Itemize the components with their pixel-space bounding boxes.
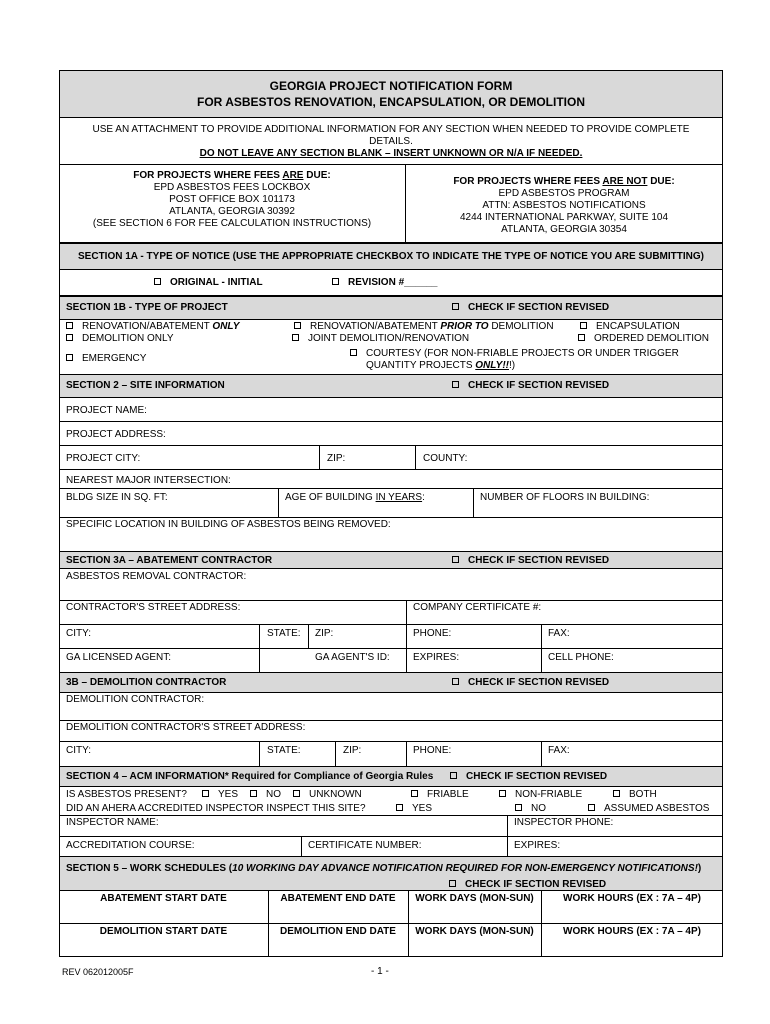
checkbox[interactable] bbox=[515, 804, 522, 811]
abatement-contractor-label: ASBESTOS REMOVAL CONTRACTOR: bbox=[66, 571, 247, 582]
revision-option[interactable]: REVISION #______ bbox=[332, 277, 438, 289]
bldg-age-label: AGE OF BUILDING IN YEARS: bbox=[285, 492, 425, 503]
fees-due-line: ATLANTA, GEORGIA 30392 bbox=[169, 206, 295, 217]
checkbox[interactable] bbox=[332, 278, 339, 285]
accreditation-course-label: ACCREDITATION COURSE: bbox=[66, 840, 195, 851]
section-1b-title: SECTION 1B - TYPE OF PROJECT bbox=[66, 302, 228, 313]
checkbox[interactable] bbox=[294, 322, 301, 329]
intersection-label: NEAREST MAJOR INTERSECTION: bbox=[66, 475, 231, 486]
section-4-revised[interactable]: CHECK IF SECTION REVISED bbox=[450, 771, 607, 783]
intro-line: USE AN ATTACHMENT TO PROVIDE ADDITIONAL INFORMATION FOR ANY SECTION WHEN NEEDED TO PROVIDE COMPLETE bbox=[92, 124, 690, 135]
fees-not-due-line: ATLANTA, GEORGIA 30354 bbox=[501, 224, 627, 235]
section-5-revised[interactable]: CHECK IF SECTION REVISED bbox=[449, 879, 606, 891]
demolition-only-option[interactable]: DEMOLITION ONLY bbox=[66, 333, 174, 345]
project-name-label: PROJECT NAME: bbox=[66, 405, 147, 416]
section-1b-revised[interactable]: CHECK IF SECTION REVISED bbox=[452, 302, 609, 314]
checkbox[interactable] bbox=[452, 678, 459, 685]
asbestos-present-label: IS ASBESTOS PRESENT? bbox=[66, 789, 187, 800]
contractor-zip-label: ZIP: bbox=[315, 628, 334, 639]
ahera-label: DID AN AHERA ACCREDITED INSPECTOR INSPECT THIS SITE? bbox=[66, 803, 366, 814]
ordered-demolition-option[interactable]: ORDERED DEMOLITION bbox=[578, 333, 709, 345]
intro-line: DETAILS. bbox=[369, 136, 413, 147]
checkbox[interactable] bbox=[250, 790, 257, 797]
demolition-phone-label: PHONE: bbox=[413, 745, 452, 756]
original-initial-option[interactable]: ORIGINAL - INITIAL bbox=[154, 277, 263, 289]
fees-due-heading: FOR PROJECTS WHERE FEES ARE DUE: bbox=[133, 170, 331, 181]
certificate-number-label: CERTIFICATE NUMBER: bbox=[308, 840, 422, 851]
demolition-zip-label: ZIP: bbox=[343, 745, 362, 756]
fees-due-line: POST OFFICE BOX 101173 bbox=[169, 194, 295, 205]
fees-due-line: EPD ASBESTOS FEES LOCKBOX bbox=[153, 182, 311, 193]
company-cert-label: COMPANY CERTIFICATE #: bbox=[413, 602, 542, 613]
courtesy-option-line2: QUANTITY PROJECTS ONLY!!!) bbox=[366, 360, 516, 371]
section-2-revised[interactable]: CHECK IF SECTION REVISED bbox=[452, 380, 609, 392]
checkbox[interactable] bbox=[350, 349, 357, 356]
work-hours-label: WORK HOURS (EX : 7A – 4P) bbox=[563, 893, 701, 904]
contractor-city-label: CITY: bbox=[66, 628, 92, 639]
page-number: - 1 - bbox=[371, 966, 389, 977]
demolition-city-row bbox=[59, 741, 723, 767]
revision-code: REV 062012005F bbox=[62, 967, 134, 977]
form-header bbox=[59, 70, 723, 118]
checkbox[interactable] bbox=[452, 556, 459, 563]
contractor-state-label: STATE: bbox=[267, 628, 301, 639]
contractor-city-row bbox=[59, 624, 723, 649]
fees-due-line: (SEE SECTION 6 FOR FEE CALCULATION INSTRUCTIONS) bbox=[92, 218, 372, 229]
checkbox[interactable] bbox=[293, 790, 300, 797]
non-friable-option[interactable]: NON-FRIABLE bbox=[499, 789, 582, 801]
checkbox[interactable] bbox=[66, 334, 73, 341]
project-zip-label: ZIP: bbox=[327, 453, 346, 464]
project-address-label: PROJECT ADDRESS: bbox=[66, 429, 166, 440]
emergency-option[interactable]: EMERGENCY bbox=[66, 353, 146, 365]
form-title: GEORGIA PROJECT NOTIFICATION FORM bbox=[269, 79, 513, 93]
fees-not-due-heading: FOR PROJECTS WHERE FEES ARE NOT DUE: bbox=[453, 176, 675, 187]
work-days-label-2: WORK DAYS (MON-SUN) bbox=[415, 926, 534, 937]
checkbox[interactable] bbox=[449, 880, 456, 887]
work-hours-label-2: WORK HOURS (EX : 7A – 4P) bbox=[563, 926, 701, 937]
section-4-title: SECTION 4 – ACM INFORMATION* Required for Compliance of Georgia Rules bbox=[66, 771, 434, 782]
section-3a-title: SECTION 3A – ABATEMENT CONTRACTOR bbox=[66, 555, 273, 566]
checkbox[interactable] bbox=[202, 790, 209, 797]
fees-not-due-line: 4244 INTERNATIONAL PARKWAY, SUITE 104 bbox=[459, 212, 669, 223]
demolition-city-label: CITY: bbox=[66, 745, 92, 756]
friable-option[interactable]: FRIABLE bbox=[411, 789, 469, 801]
section-3a-revised[interactable]: CHECK IF SECTION REVISED bbox=[452, 555, 609, 567]
checkbox[interactable] bbox=[580, 322, 587, 329]
bldg-size-label: BLDG SIZE IN SQ. FT: bbox=[66, 492, 168, 503]
demolition-street-label: DEMOLITION CONTRACTOR'S STREET ADDRESS: bbox=[66, 722, 306, 733]
contractor-fax-label: FAX: bbox=[548, 628, 570, 639]
demolition-fax-label: FAX: bbox=[548, 745, 570, 756]
abatement-start-label: ABATEMENT START DATE bbox=[100, 893, 227, 904]
checkbox[interactable] bbox=[292, 334, 299, 341]
checkbox[interactable] bbox=[411, 790, 418, 797]
joint-option[interactable]: JOINT DEMOLITION/RENOVATION bbox=[292, 333, 469, 345]
fees-not-due-line: EPD ASBESTOS PROGRAM bbox=[498, 188, 630, 199]
courtesy-option[interactable]: COURTESY (FOR NON-FRIABLE PROJECTS OR UNDER TRIGGER bbox=[350, 348, 679, 360]
checkbox[interactable] bbox=[66, 354, 73, 361]
fees-not-due-line: ATTN: ASBESTOS NOTIFICATIONS bbox=[482, 200, 646, 211]
work-days-label: WORK DAYS (MON-SUN) bbox=[415, 893, 534, 904]
inspector-phone-label: INSPECTOR PHONE: bbox=[514, 817, 614, 828]
agent-expires-label: EXPIRES: bbox=[413, 652, 460, 663]
project-city-row bbox=[59, 445, 723, 470]
accreditation-expires-label: EXPIRES: bbox=[514, 840, 561, 851]
contractor-street-label: CONTRACTOR'S STREET ADDRESS: bbox=[66, 602, 241, 613]
assumed-asbestos-option[interactable]: ASSUMED ASBESTOS bbox=[588, 803, 709, 815]
checkbox[interactable] bbox=[588, 804, 595, 811]
checkbox[interactable] bbox=[613, 790, 620, 797]
contractor-phone-label: PHONE: bbox=[413, 628, 452, 639]
present-yes-option[interactable]: YES bbox=[202, 789, 238, 801]
intro-warning: DO NOT LEAVE ANY SECTION BLANK – INSERT UNKNOWN OR N/A IF NEEDED. bbox=[199, 148, 583, 159]
checkbox[interactable] bbox=[452, 303, 459, 310]
demolition-end-label: DEMOLITION END DATE bbox=[280, 926, 396, 937]
checkbox[interactable] bbox=[396, 804, 403, 811]
project-city-label: PROJECT CITY: bbox=[66, 453, 141, 464]
checkbox[interactable] bbox=[578, 334, 585, 341]
project-name-field[interactable] bbox=[59, 397, 723, 422]
form-subtitle: FOR ASBESTOS RENOVATION, ENCAPSULATION, OR DEMOLITION bbox=[196, 95, 585, 109]
checkbox[interactable] bbox=[66, 322, 73, 329]
renovation-prior-option[interactable]: RENOVATION/ABATEMENT PRIOR TO DEMOLITION bbox=[294, 321, 554, 333]
demolition-contractor-label: DEMOLITION CONTRACTOR: bbox=[66, 694, 205, 705]
both-option[interactable]: BOTH bbox=[613, 789, 657, 801]
inspector-name-label: INSPECTOR NAME: bbox=[66, 817, 159, 828]
renovation-only-option[interactable]: RENOVATION/ABATEMENT ONLY bbox=[66, 321, 239, 333]
ahera-no-option[interactable]: NO bbox=[515, 803, 546, 815]
ga-agent-id-label: GA AGENT'S ID: bbox=[315, 652, 390, 663]
encapsulation-option[interactable]: ENCAPSULATION bbox=[580, 321, 680, 333]
section-3b-revised[interactable]: CHECK IF SECTION REVISED bbox=[452, 677, 609, 689]
section-1a-title: SECTION 1A - TYPE OF NOTICE (USE THE APPROPRIATE CHECKBOX TO INDICATE THE TYPE OF NOTICE YOU ARE SUBMITTING) bbox=[78, 251, 704, 262]
checkbox[interactable] bbox=[154, 278, 161, 285]
checkbox[interactable] bbox=[499, 790, 506, 797]
cell-phone-label: CELL PHONE: bbox=[548, 652, 614, 663]
present-unknown-option[interactable]: UNKNOWN bbox=[293, 789, 362, 801]
project-county-label: COUNTY: bbox=[423, 453, 468, 464]
section-2-title: SECTION 2 – SITE INFORMATION bbox=[66, 380, 225, 391]
present-no-option[interactable]: NO bbox=[250, 789, 281, 801]
section-3b-title: 3B – DEMOLITION CONTRACTOR bbox=[66, 677, 227, 688]
ahera-yes-option[interactable]: YES bbox=[396, 803, 432, 815]
checkbox[interactable] bbox=[450, 772, 457, 779]
section-5-title: SECTION 5 – WORK SCHEDULES (10 WORKING DAY ADVANCE NOTIFICATION REQUIRED FOR NON-EMERGENCY NOTIFICATIONS!) bbox=[66, 863, 702, 874]
demolition-state-label: STATE: bbox=[267, 745, 301, 756]
abatement-end-label: ABATEMENT END DATE bbox=[280, 893, 396, 904]
bldg-floors-label: NUMBER OF FLOORS IN BUILDING: bbox=[480, 492, 650, 503]
demolition-start-label: DEMOLITION START DATE bbox=[99, 926, 228, 937]
checkbox[interactable] bbox=[452, 381, 459, 388]
ga-agent-label: GA LICENSED AGENT: bbox=[66, 652, 172, 663]
specific-location-label: SPECIFIC LOCATION IN BUILDING OF ASBESTOS BEING REMOVED: bbox=[66, 519, 391, 530]
